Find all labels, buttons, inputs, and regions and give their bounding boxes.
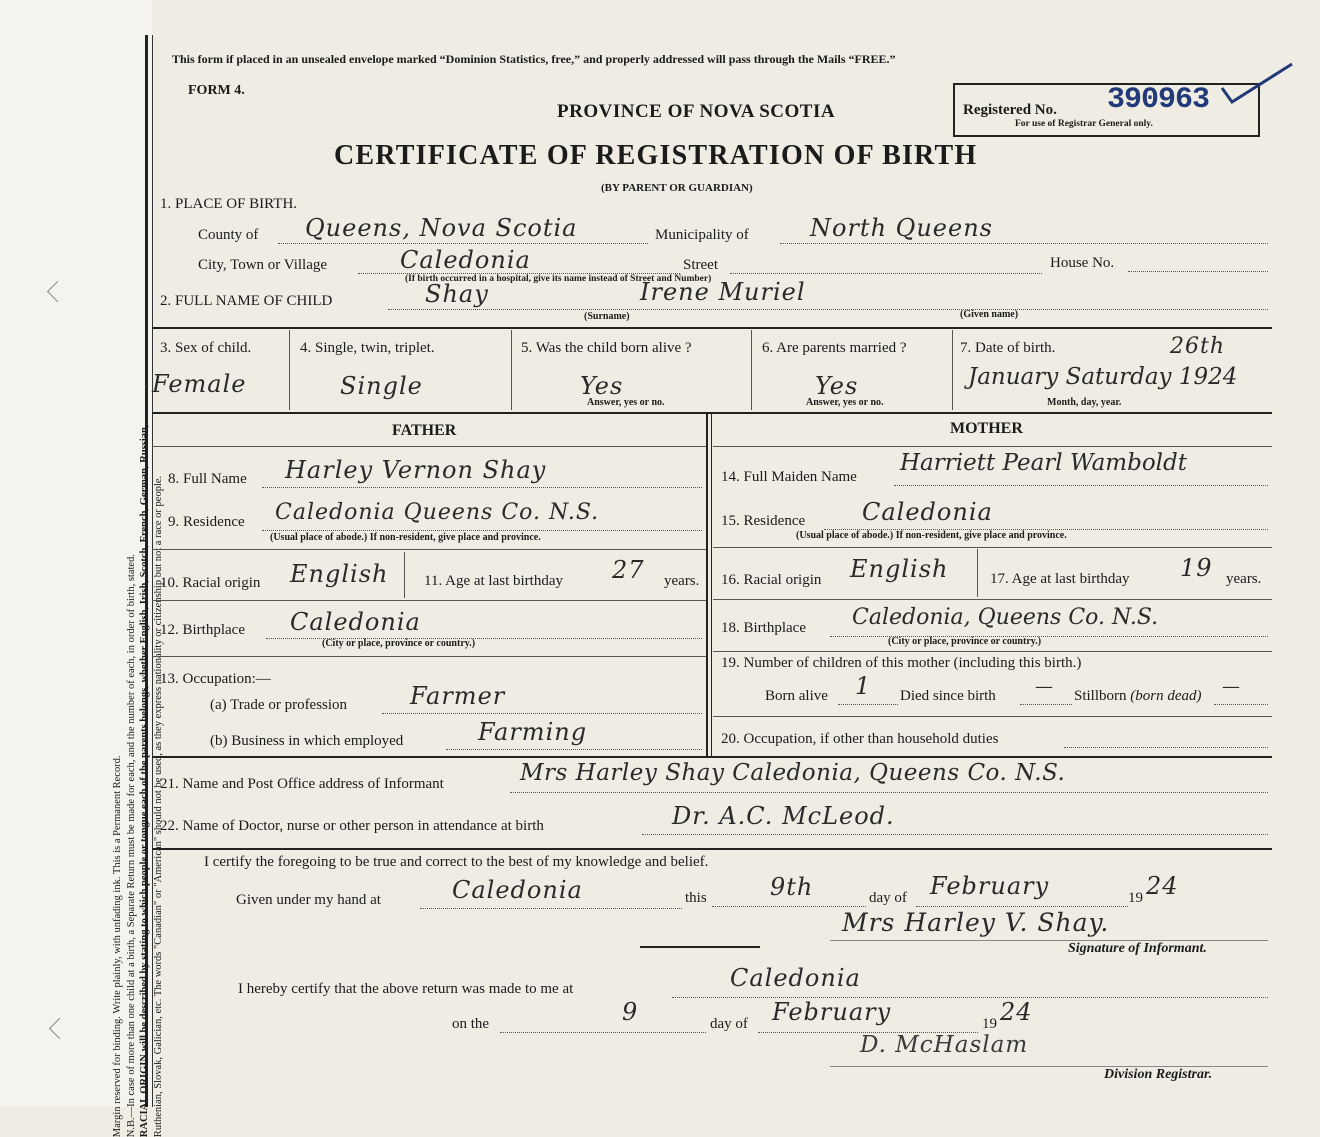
- registrar-statement: I hereby certify that the above return was made to me at: [238, 981, 574, 997]
- mother-birthplace: Caledonia, Queens Co. N.S.: [852, 605, 1159, 630]
- occupation-label: 13. Occupation:—: [160, 671, 271, 687]
- registrar-day: 9: [622, 998, 639, 1026]
- city-value: Caledonia: [400, 246, 531, 274]
- province-heading: PROVINCE OF NOVA SCOTIA: [557, 101, 836, 122]
- informant-value: Mrs Harley Shay Caledonia, Queens Co. N.S.: [520, 760, 1066, 786]
- married-question: 6. Are parents married ?: [762, 340, 907, 356]
- short-divider: [640, 946, 760, 948]
- registrar-place: Caledonia: [730, 964, 861, 992]
- certification-year-prefix: 19: [1128, 890, 1143, 906]
- form-number: FORM 4.: [188, 83, 245, 98]
- check-mark-icon: [1218, 60, 1298, 108]
- municipality-value: North Queens: [810, 214, 993, 242]
- registrar-caption: Division Registrar.: [1104, 1067, 1213, 1082]
- stillborn-note: (born dead): [1130, 688, 1202, 704]
- sex-value: Female: [152, 370, 247, 398]
- mother-age: 19: [1180, 554, 1213, 582]
- registrar-day-of-label: day of: [710, 1016, 748, 1032]
- father-birthplace-label: 12. Birthplace: [160, 622, 245, 638]
- informant-signature: Mrs Harley V. Shay.: [842, 908, 1110, 937]
- father-name: Harley Vernon Shay: [285, 456, 547, 484]
- died-since-birth-count: —: [1035, 676, 1054, 697]
- registrar-signature: D. McHaslam: [860, 1032, 1029, 1058]
- date-of-birth-value: January Saturday 1924: [968, 364, 1238, 390]
- margin-note-4: Ruthenian, Slovak, Galician, etc. The words "Canadian" or "American" should not be used, as they express nationality or citizenship but not a race or people.: [152, 475, 164, 1137]
- given-name-caption: (Given name): [960, 309, 1019, 320]
- certification-year: 24: [1146, 872, 1179, 900]
- born-alive-label: Born alive: [765, 688, 828, 704]
- mail-notice: This form if placed in an unsealed envelope marked “Dominion Statistics, free,” and properly addressed will pass through the Mails “FREE.”: [172, 52, 896, 66]
- day-of-label: day of: [869, 890, 907, 906]
- father-age: 27: [612, 556, 645, 584]
- father-age-label: 11. Age at last birthday: [424, 573, 563, 589]
- registration-box: [953, 83, 1260, 137]
- county-value: Queens, Nova Scotia: [305, 214, 578, 242]
- born-alive-count: 1: [855, 672, 872, 700]
- place-of-birth-label: 1. PLACE OF BIRTH.: [160, 196, 298, 212]
- married-answer: Yes: [815, 372, 859, 400]
- mother-racial-origin: English: [850, 555, 949, 583]
- house-no-label: House No.: [1050, 255, 1115, 271]
- surname-caption: (Surname): [584, 311, 630, 322]
- municipality-label: Municipality of: [655, 227, 749, 243]
- mother-residence: Caledonia: [862, 498, 993, 526]
- father-residence-caption: (Usual place of abode.) If non-resident, give place and province.: [270, 532, 541, 543]
- sex-label: 3. Sex of child.: [160, 340, 252, 356]
- margin-note-2: N.B.—In case of more than one child at a birth, a Separate Return must be made for each, and the number of each, in order of birth, stated.: [125, 554, 137, 1137]
- child-given-name: Irene Muriel: [640, 278, 806, 306]
- yes-no-caption: Answer, yes or no.: [587, 397, 665, 408]
- father-residence-label: 9. Residence: [168, 514, 245, 530]
- children-count-label: 19. Number of children of this mother (including this birth.): [721, 655, 1082, 671]
- divider: [152, 327, 1272, 329]
- father-trade: Farmer: [410, 682, 506, 710]
- father-birthplace: Caledonia: [290, 608, 421, 636]
- informant-signature-caption: Signature of Informant.: [1068, 941, 1207, 956]
- mother-birthplace-caption: (City or place, province or country.): [888, 636, 1042, 647]
- margin-note-3: RACIAL ORIGIN will be described by stating to which people or tongue each of the parents belongs, whether English, Irish, Scotch, French, German, Russian,: [139, 424, 150, 1137]
- informant-label: 21. Name and Post Office address of Informant: [160, 776, 444, 792]
- father-racial-origin: English: [290, 560, 389, 588]
- certificate-subtitle: (BY PARENT OR GUARDIAN): [601, 182, 753, 194]
- mother-occupation-label: 20. Occupation, if other than household duties: [721, 731, 999, 747]
- certification-statement: I certify the foregoing to be true and correct to the best of my knowledge and belief.: [204, 854, 709, 870]
- father-years: years.: [664, 573, 700, 589]
- street-label: Street: [683, 257, 718, 273]
- mother-years: years.: [1226, 571, 1262, 587]
- registrar-note: For use of Registrar General only.: [1015, 119, 1153, 129]
- mother-residence-caption: (Usual place of abode.) If non-resident, give place and province.: [796, 530, 1067, 541]
- doctor-label: 22. Name of Doctor, nurse or other person in attendance at birth: [160, 818, 544, 834]
- divider: [152, 756, 1272, 758]
- stillborn-label: Stillborn (born dead): [1074, 688, 1202, 704]
- child-surname: Shay: [425, 280, 489, 308]
- child-name-label: 2. FULL NAME OF CHILD: [160, 293, 333, 309]
- registered-number: 390963: [1107, 83, 1210, 117]
- on-the-label: on the: [452, 1016, 490, 1032]
- certification-month: February: [930, 872, 1050, 900]
- mother-heading: MOTHER: [950, 420, 1023, 437]
- margin-note-1: Margin reserved for binding. Write plainly, with unfading ink. This is a Permanent Record.: [111, 755, 123, 1137]
- city-label: City, Town or Village: [198, 257, 328, 273]
- date-of-birth-day: 26th: [1170, 334, 1226, 359]
- margin-instructions: [111, 117, 165, 1137]
- stillborn-count: —: [1222, 676, 1241, 697]
- yes-no-caption: Answer, yes or no.: [806, 397, 884, 408]
- divider: [152, 412, 1272, 414]
- date-caption: Month, day, year.: [1047, 397, 1122, 408]
- certificate-title: CERTIFICATE OF REGISTRATION OF BIRTH: [334, 140, 978, 171]
- died-since-birth-label: Died since birth: [900, 688, 996, 704]
- given-under-label: Given under my hand at: [236, 892, 381, 908]
- father-heading: FATHER: [392, 422, 457, 439]
- trade-label: (a) Trade or profession: [210, 697, 348, 713]
- plurality-label: 4. Single, twin, triplet.: [300, 340, 435, 356]
- registrar-year-prefix: 19: [982, 1016, 997, 1032]
- this-label: this: [685, 890, 707, 906]
- father-racial-label: 10. Racial origin: [160, 575, 261, 591]
- born-alive-question: 5. Was the child born alive ?: [521, 340, 692, 356]
- doctor-value: Dr. A.C. McLeod.: [672, 802, 895, 830]
- mother-age-label: 17. Age at last birthday: [990, 571, 1130, 587]
- father-residence: Caledonia Queens Co. N.S.: [275, 500, 600, 525]
- business-label: (b) Business in which employed: [210, 733, 404, 749]
- born-alive-answer: Yes: [580, 372, 624, 400]
- father-name-label: 8. Full Name: [168, 471, 247, 487]
- divider: [152, 848, 1272, 850]
- mother-maiden-name: Harriett Pearl Wamboldt: [900, 450, 1188, 476]
- mother-residence-label: 15. Residence: [721, 513, 806, 529]
- certification-place: Caledonia: [452, 876, 583, 904]
- mother-racial-label: 16. Racial origin: [721, 572, 822, 588]
- plurality-value: Single: [340, 372, 423, 400]
- county-label: County of: [198, 227, 259, 243]
- registrar-month: February: [772, 998, 892, 1026]
- date-of-birth-label: 7. Date of birth.: [960, 340, 1056, 356]
- father-birthplace-caption: (City or place, province or country.): [322, 638, 476, 649]
- registrar-year: 24: [1000, 998, 1033, 1026]
- father-business: Farming: [478, 718, 588, 746]
- mother-name-label: 14. Full Maiden Name: [721, 469, 857, 485]
- registered-label: Registered No.: [963, 102, 1057, 118]
- certification-day: 9th: [770, 873, 814, 901]
- street-note: (If birth occurred in a hospital, give its name instead of Street and Number): [405, 274, 712, 284]
- mother-birthplace-label: 18. Birthplace: [721, 620, 806, 636]
